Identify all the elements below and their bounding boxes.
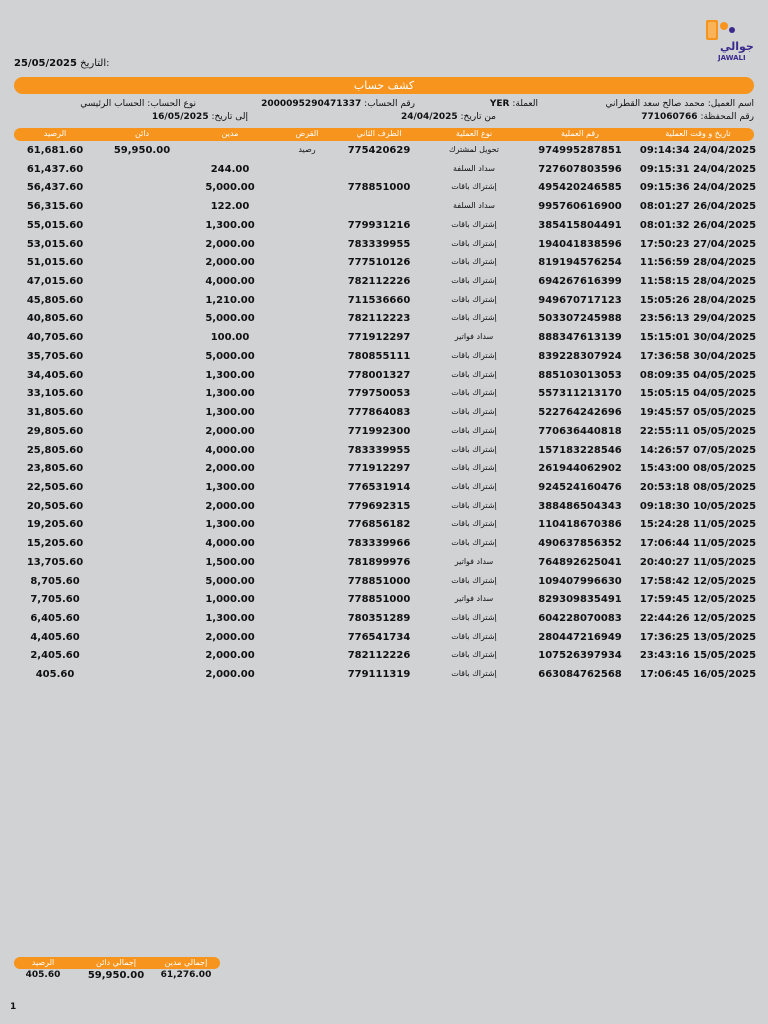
cell-number: 107526397934 xyxy=(538,650,622,662)
logo-latin-text: JAWALI xyxy=(718,54,746,62)
jawali-logo xyxy=(706,20,754,62)
cell-balance: 13,705.60 xyxy=(26,556,84,568)
cell-datetime: 15:05:15 04/05/2025 xyxy=(639,388,757,400)
table-row xyxy=(14,369,757,388)
cell-datetime: 23:43:16 15/05/2025 xyxy=(639,650,757,662)
cell-type: إشتراك باقات xyxy=(451,350,497,360)
cell-datetime: 14:26:57 07/05/2025 xyxy=(639,444,757,456)
cell-number: 388486504343 xyxy=(538,500,622,512)
cell-debit: 2,000.00 xyxy=(205,669,255,681)
table-row xyxy=(14,631,757,650)
cell-type: إشتراك باقات xyxy=(451,613,497,622)
cell-balance: 20,505.60 xyxy=(26,500,84,512)
cell-debit: 4,000.00 xyxy=(205,538,255,550)
cell-party: 771912297 xyxy=(347,332,411,344)
total-balance-label: الرصيد xyxy=(31,958,55,967)
cell-balance: 53,015.60 xyxy=(26,238,84,250)
cell-datetime: 23:56:13 29/04/2025 xyxy=(639,313,757,325)
cell-party: 778851000 xyxy=(347,594,411,606)
cell-datetime: 11:56:59 28/04/2025 xyxy=(639,257,757,269)
cell-balance: 51,015.60 xyxy=(26,257,84,269)
cell-party: 777864083 xyxy=(347,407,411,419)
account-number-value: 2000095290471337 xyxy=(261,99,362,109)
cell-number: 663084762568 xyxy=(538,669,622,681)
cell-datetime: 17:36:25 13/05/2025 xyxy=(639,631,757,643)
from-date-value: 24/04/2025 xyxy=(400,112,458,122)
cell-debit: 1,500.00 xyxy=(205,556,255,568)
cell-debit: 2,000.00 xyxy=(205,257,255,269)
cell-number: 888347613139 xyxy=(538,332,622,344)
cell-type: إشتراك باقات xyxy=(451,519,497,529)
cell-debit: 5,000.00 xyxy=(205,182,255,194)
table-row xyxy=(14,425,757,444)
cell-type: إشتراك باقات xyxy=(451,294,497,304)
table-row xyxy=(14,257,757,275)
cell-balance: 7,705.60 xyxy=(30,594,80,606)
cell-debit: 5,000.00 xyxy=(205,313,255,325)
cell-type: إشتراك باقات xyxy=(451,500,497,510)
account-number-label: رقم الحساب: xyxy=(364,99,415,109)
cell-balance: 40,705.60 xyxy=(26,332,84,344)
cell-party: 711536660 xyxy=(347,294,411,306)
cell-datetime: 09:14:34 24/04/2025 xyxy=(639,145,757,156)
cell-number: 839228307924 xyxy=(538,350,622,362)
cell-debit: 4,000.00 xyxy=(205,276,255,288)
to-date xyxy=(152,112,248,122)
cell-number: 829309835491 xyxy=(538,594,622,606)
cell-datetime: 09:15:36 24/04/2025 xyxy=(639,182,757,194)
cell-party: 783339955 xyxy=(347,444,411,456)
cell-debit: 1,210.00 xyxy=(205,294,255,306)
cell-number: 974995287851 xyxy=(538,145,622,156)
cell-number: 157183228546 xyxy=(538,444,622,456)
table-row xyxy=(14,594,757,612)
total-balance-value: 405.60 xyxy=(25,970,61,980)
cell-party: 778851000 xyxy=(347,575,411,587)
cell-debit: 1,300.00 xyxy=(205,369,255,381)
cell-type: سداد فواتير xyxy=(454,594,494,604)
cell-number: 949670717123 xyxy=(538,294,622,306)
cell-datetime: 15:43:00 08/05/2025 xyxy=(639,463,757,475)
table-row xyxy=(14,407,757,425)
cell-debit: 2,000.00 xyxy=(205,500,255,512)
table-row xyxy=(14,201,757,219)
cell-balance: 40,805.60 xyxy=(26,313,84,325)
account-type-value: الحساب الرئيسي xyxy=(80,99,145,109)
cell-party: 771992300 xyxy=(347,425,411,437)
cell-credit: 59,950.00 xyxy=(113,145,171,156)
cell-datetime: 17:36:58 30/04/2025 xyxy=(639,350,757,362)
total-credit-value: 59,950.00 xyxy=(87,970,145,981)
cell-number: 764892625041 xyxy=(538,556,622,568)
cell-number: 194041838596 xyxy=(538,238,622,250)
cell-debit: 1,300.00 xyxy=(205,219,255,231)
cell-datetime: 17:59:45 12/05/2025 xyxy=(639,594,757,606)
cell-party: 780351289 xyxy=(347,613,411,624)
cell-debit: 1,300.00 xyxy=(205,613,255,624)
cell-party: 782112226 xyxy=(347,650,411,662)
cell-number: 385415804491 xyxy=(538,219,622,231)
cell-party: 778001327 xyxy=(347,369,411,381)
cell-type: سداد السلفة xyxy=(452,163,495,173)
cell-number: 522764242696 xyxy=(538,407,622,419)
wallet-number xyxy=(641,112,754,122)
print-date-label: التاريخ: xyxy=(80,58,110,69)
cell-type: إشتراك باقات xyxy=(451,575,497,585)
cell-datetime: 11:58:15 28/04/2025 xyxy=(639,276,757,288)
table-row xyxy=(14,276,757,294)
cell-number: 280447216949 xyxy=(538,631,622,643)
customer-value: محمد صالح سعد القطراني xyxy=(605,99,705,109)
cell-party: 771912297 xyxy=(347,463,411,475)
account-number xyxy=(261,99,415,109)
cell-party: 779931216 xyxy=(347,219,411,231)
table-row xyxy=(14,294,757,313)
cell-party: 779111319 xyxy=(347,669,411,681)
col-party: الطرف الثاني xyxy=(356,129,402,138)
cell-type: إشتراك باقات xyxy=(451,481,497,491)
cell-debit: 122.00 xyxy=(210,201,250,213)
cell-number: 924524160476 xyxy=(538,481,622,493)
cell-datetime: 08:01:32 26/04/2025 xyxy=(639,219,757,231)
cell-type: إشتراك باقات xyxy=(451,650,497,660)
total-debit-label: إجمالي مدين xyxy=(164,958,208,967)
cell-datetime: 09:15:31 24/04/2025 xyxy=(639,163,757,175)
table-header xyxy=(14,128,754,141)
cell-type: إشتراك باقات xyxy=(451,444,497,454)
cell-number: 110418670386 xyxy=(538,519,622,531)
table-row xyxy=(14,575,757,594)
cell-type: إشتراك باقات xyxy=(451,631,497,641)
cell-balance: 29,805.60 xyxy=(26,425,84,437)
cell-party: 779692315 xyxy=(347,500,411,512)
account-type xyxy=(80,99,196,109)
table-row xyxy=(14,163,757,182)
cell-party: 782112223 xyxy=(347,313,411,325)
cell-number: 995760616900 xyxy=(538,201,622,213)
table-row xyxy=(14,388,757,406)
cell-datetime: 22:44:26 12/05/2025 xyxy=(639,613,757,624)
col-loan: القرض xyxy=(295,129,319,138)
table-row xyxy=(14,219,757,238)
cell-debit: 244.00 xyxy=(210,163,250,175)
cell-debit: 1,300.00 xyxy=(205,481,255,493)
cell-datetime: 20:40:27 11/05/2025 xyxy=(639,556,757,568)
cell-balance: 6,405.60 xyxy=(30,613,80,624)
cell-balance: 31,805.60 xyxy=(26,407,84,419)
cell-number: 694267616399 xyxy=(538,276,622,288)
table-row xyxy=(14,145,757,163)
cell-datetime: 15:15:01 30/04/2025 xyxy=(639,332,757,344)
cell-balance: 56,315.60 xyxy=(26,201,84,213)
cell-datetime: 17:06:44 11/05/2025 xyxy=(639,538,757,550)
cell-type: سداد فواتير xyxy=(454,332,494,342)
currency xyxy=(490,99,538,109)
cell-type: تحويل لمشترك xyxy=(449,145,499,154)
cell-type: إشتراك باقات xyxy=(451,425,497,435)
cell-type: إشتراك باقات xyxy=(451,388,497,398)
col-debit: مدين xyxy=(221,129,239,138)
table-row xyxy=(14,350,757,369)
cell-datetime: 17:06:45 16/05/2025 xyxy=(639,669,757,681)
col-datetime: تاريخ و وقت العملية xyxy=(665,129,731,138)
col-number: رقم العملية xyxy=(560,129,600,138)
cell-debit: 1,300.00 xyxy=(205,519,255,531)
cell-party: 783339955 xyxy=(347,238,411,250)
table-row xyxy=(14,613,757,631)
cell-type: إشتراك باقات xyxy=(451,407,497,417)
cell-balance: 4,405.60 xyxy=(30,631,80,643)
cell-party: 783339966 xyxy=(347,538,411,550)
logo-arabic-text: جوالي xyxy=(720,40,754,53)
cell-balance: 8,705.60 xyxy=(30,575,80,587)
cell-datetime: 19:45:57 05/05/2025 xyxy=(639,407,757,419)
cell-party: 776541734 xyxy=(347,631,411,643)
table-row xyxy=(14,313,757,331)
cell-number: 885103013053 xyxy=(538,369,622,381)
table-row xyxy=(14,500,757,519)
cell-type: سداد فواتير xyxy=(454,556,494,566)
cell-balance: 47,015.60 xyxy=(26,276,84,288)
cell-datetime: 08:01:27 26/04/2025 xyxy=(639,201,757,213)
cell-number: 727607803596 xyxy=(538,163,622,175)
page-number: 1 xyxy=(10,1002,17,1012)
cell-party: 781899976 xyxy=(347,556,411,568)
table-row xyxy=(14,556,757,575)
cell-debit: 2,000.00 xyxy=(205,238,255,250)
cell-balance: 22,505.60 xyxy=(26,481,84,493)
cell-debit: 4,000.00 xyxy=(205,444,255,456)
cell-loan: رصيد xyxy=(298,145,316,154)
cell-balance: 23,805.60 xyxy=(26,463,84,475)
cell-party: 778851000 xyxy=(347,182,411,194)
customer-name xyxy=(606,99,754,109)
col-balance: الرصيد xyxy=(43,129,67,138)
cell-type: إشتراك باقات xyxy=(451,182,497,192)
cell-balance: 61,437.60 xyxy=(26,163,84,175)
table-row xyxy=(14,650,757,668)
from-date-label: من تاريخ: xyxy=(460,112,496,122)
col-type: نوع العملية xyxy=(455,129,493,138)
cell-type: إشتراك باقات xyxy=(451,219,497,229)
cell-number: 770636440818 xyxy=(538,425,622,437)
cell-debit: 2,000.00 xyxy=(205,650,255,662)
cell-datetime: 22:55:11 05/05/2025 xyxy=(639,425,757,437)
currency-label: العملة: xyxy=(512,99,538,109)
cell-debit: 1,000.00 xyxy=(205,594,255,606)
cell-debit: 1,300.00 xyxy=(205,407,255,419)
cell-number: 557311213170 xyxy=(538,388,622,400)
cell-debit: 2,000.00 xyxy=(205,631,255,643)
cell-balance: 45,805.60 xyxy=(26,294,84,306)
account-type-label: نوع الحساب: xyxy=(147,99,196,109)
cell-number: 503307245988 xyxy=(538,313,622,325)
cell-party: 777510126 xyxy=(347,257,411,269)
cell-number: 109407996630 xyxy=(538,575,622,587)
cell-party: 782112226 xyxy=(347,276,411,288)
table-row xyxy=(14,519,757,537)
totals-header xyxy=(14,957,220,969)
cell-type: إشتراك باقات xyxy=(451,313,497,323)
col-credit: دائن xyxy=(134,129,150,138)
total-debit-value: 61,276.00 xyxy=(160,970,212,980)
cell-balance: 56,437.60 xyxy=(26,182,84,194)
cell-number: 604228070083 xyxy=(538,613,622,624)
cell-type: إشتراك باقات xyxy=(451,463,497,473)
cell-type: سداد السلفة xyxy=(452,201,495,211)
table-row xyxy=(14,332,757,350)
customer-label: اسم العميل: xyxy=(707,99,754,109)
cell-party: 776856182 xyxy=(347,519,411,531)
cell-balance: 2,405.60 xyxy=(30,650,80,662)
cell-debit: 100.00 xyxy=(210,332,250,344)
cell-type: إشتراك باقات xyxy=(451,238,497,248)
cell-number: 495420246585 xyxy=(538,182,622,194)
cell-datetime: 17:50:23 27/04/2025 xyxy=(639,238,757,250)
print-date-value: 25/05/2025 xyxy=(14,58,77,69)
cell-datetime: 20:53:18 08/05/2025 xyxy=(639,481,757,493)
cell-party: 775420629 xyxy=(347,145,411,156)
cell-party: 779750053 xyxy=(347,388,411,400)
cell-number: 819194576254 xyxy=(538,257,622,269)
to-date-value: 16/05/2025 xyxy=(151,112,209,122)
cell-party: 780855111 xyxy=(347,350,411,362)
table-row xyxy=(14,238,757,257)
cell-balance: 55,015.60 xyxy=(26,219,84,231)
cell-balance: 33,105.60 xyxy=(26,388,84,400)
totals-values xyxy=(14,970,220,984)
print-date xyxy=(14,58,110,69)
cell-type: إشتراك باقات xyxy=(451,369,497,379)
cell-datetime: 08:09:35 04/05/2025 xyxy=(639,369,757,381)
table-row xyxy=(14,444,757,463)
cell-type: إشتراك باقات xyxy=(451,257,497,267)
cell-type: إشتراك باقات xyxy=(451,538,497,548)
cell-datetime: 17:58:42 12/05/2025 xyxy=(639,575,757,587)
cell-party: 776531914 xyxy=(347,481,411,493)
cell-datetime: 09:18:30 10/05/2025 xyxy=(639,500,757,512)
table-row xyxy=(14,463,757,481)
cell-debit: 5,000.00 xyxy=(205,350,255,362)
table-row xyxy=(14,182,757,200)
cell-datetime: 15:05:26 28/04/2025 xyxy=(639,294,757,306)
statement-title: كشف حساب xyxy=(14,77,754,94)
cell-debit: 2,000.00 xyxy=(205,425,255,437)
currency-value: YER xyxy=(489,99,510,109)
cell-balance: 61,681.60 xyxy=(26,145,84,156)
to-date-label: إلى تاريخ: xyxy=(211,112,248,122)
total-credit-label: إجمالي دائن xyxy=(96,958,136,967)
table-row xyxy=(14,538,757,556)
cell-balance: 19,205.60 xyxy=(26,519,84,531)
cell-balance: 34,405.60 xyxy=(26,369,84,381)
cell-balance: 25,805.60 xyxy=(26,444,84,456)
table-row xyxy=(14,481,757,500)
wallet-label: رقم المحفظة: xyxy=(700,112,754,122)
cell-number: 490637856352 xyxy=(538,538,622,550)
cell-type: إشتراك باقات xyxy=(451,669,497,679)
cell-balance: 405.60 xyxy=(35,669,75,681)
cell-number: 261944062902 xyxy=(538,463,622,475)
cell-balance: 15,205.60 xyxy=(26,538,84,550)
cell-datetime: 15:24:28 11/05/2025 xyxy=(639,519,757,531)
cell-debit: 2,000.00 xyxy=(205,463,255,475)
cell-type: إشتراك باقات xyxy=(451,276,497,286)
from-date xyxy=(401,112,496,122)
cell-balance: 35,705.60 xyxy=(26,350,84,362)
cell-debit: 5,000.00 xyxy=(205,575,255,587)
cell-debit: 1,300.00 xyxy=(205,388,255,400)
wallet-value: 771060766 xyxy=(641,112,698,122)
table-row xyxy=(14,669,757,687)
